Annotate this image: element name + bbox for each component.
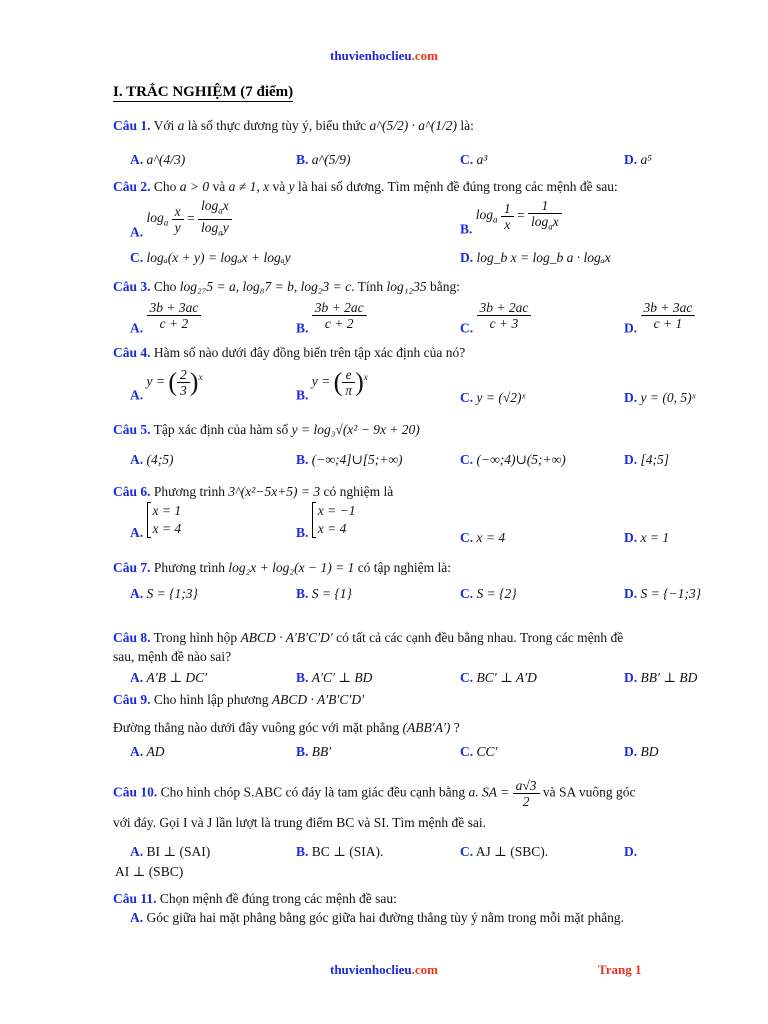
q6-option-b[interactable]: B. x = −1 x = 4 (296, 503, 356, 541)
footer-site: thuvienhoclieu.com (330, 962, 438, 977)
q2-option-d[interactable]: D. log_b x = log_b a · logₐx (460, 250, 611, 265)
q6-option-d[interactable]: D. x = 1 (624, 530, 670, 545)
q4-option-d[interactable]: D. y = (0, 5)ˣ (624, 390, 696, 405)
q11-option-a[interactable]: A. Góc giữa hai mặt phẳng bằng góc giữa hai đường thẳng tùy ý nằm trong mỗi mặt phẳng. (130, 910, 624, 925)
q8-option-c[interactable]: C. BC′ ⊥ A′D (460, 670, 537, 685)
section-title: I. TRẮC NGHIỆM (7 điểm) (113, 84, 294, 100)
question-10: Câu 10. Cho hình chóp S.ABC có đáy là tam giác đều cạnh bằng a. SA = $\frac{a√3}{2}$ và SA vuông góc (113, 778, 636, 809)
q3-option-c[interactable]: C. $\frac{3b + 2ac}{c + 3}$ (460, 300, 531, 337)
q3-option-a[interactable]: A. $\frac{3b + 3ac}{c + 2}$ (130, 300, 201, 337)
question-2: Câu 2. Cho a > 0 và a ≠ 1, x và y là hai số dương. Tìm mệnh đề đúng trong các mệnh đề sau: (113, 179, 618, 194)
question-1: Câu 1. Với a là số thực dương tùy ý, biểu thức a^(5/2) · a^(1/2) là: (113, 118, 474, 133)
page-number: Trang 1 (598, 962, 642, 977)
q7-option-c[interactable]: C. S = {2} (460, 586, 517, 601)
q9-option-c[interactable]: C. CC′ (460, 744, 498, 759)
question-3: Câu 3. Cho log₂₇5 = a, log₈7 = b, log₂3 = c. Tính log₁₂35 bằng: (113, 279, 461, 294)
question-10-line-2: với đáy. Gọi I và J lần lượt là trung điểm BC và SI. Tìm mệnh đề sai. (113, 815, 486, 830)
q7-option-b[interactable]: B. S = {1} (296, 586, 352, 601)
q1-option-c[interactable]: C. a³ (460, 152, 488, 167)
q1-option-d[interactable]: D. a⁵ (624, 152, 652, 167)
q4-option-c[interactable]: C. y = (√2)ˣ (460, 390, 526, 405)
q8-option-d[interactable]: D. BB′ ⊥ BD (624, 670, 698, 685)
q6-option-a[interactable]: A. x = 1 x = 4 (130, 503, 182, 541)
q3-option-b[interactable]: B. $\frac{3b + 2ac}{c + 2}$ (296, 300, 367, 337)
q4-option-b[interactable]: B. y = ( $\frac{e}{\pi}$ )$^x$ (296, 367, 368, 403)
q5-option-a[interactable]: A. (4;5) (130, 452, 174, 467)
q5-option-b[interactable]: B. (−∞;4]∪[5;+∞) (296, 452, 403, 467)
q1-option-a[interactable]: A. a^(4/3) (130, 152, 186, 167)
q7-option-d[interactable]: D. S = {−1;3} (624, 586, 702, 601)
page-header: thuvienhoclieu.com (330, 48, 438, 63)
q10-option-c[interactable]: C. AJ ⊥ (SBC). (460, 844, 549, 859)
q7-option-a[interactable]: A. S = {1;3} (130, 586, 198, 601)
q3-option-d[interactable]: D. $\frac{3b + 3ac}{c + 1}$ (624, 300, 695, 337)
question-8: Câu 8. Trong hình hộp ABCD · A′B′C′D′ có tất cả các cạnh đều bằng nhau. Trong các mệnh đề (113, 630, 624, 645)
q5-option-c[interactable]: C. (−∞;4)∪(5;+∞) (460, 452, 566, 467)
question-6: Câu 6. Phương trình 3^(x²−5x+5) = 3 có nghiệm là (113, 484, 394, 499)
q10-option-d[interactable]: AI ⊥ (SBC) (115, 864, 184, 879)
question-4: Câu 4. Hàm số nào dưới đây đồng biến trên tập xác định của nó? (113, 345, 466, 360)
q1-option-b[interactable]: B. a^(5/9) (296, 152, 351, 167)
question-9: Câu 9. Cho hình lập phương ABCD · A′B′C′D′ (113, 692, 365, 707)
q10-option-d-label[interactable]: D. (624, 844, 638, 859)
question-11: Câu 11. Chọn mệnh đề đúng trong các mệnh đề sau: (113, 891, 397, 906)
q9-option-b[interactable]: B. BB′ (296, 744, 332, 759)
q2-option-c[interactable]: C. logₐ(x + y) = logₐx + logₐy (130, 250, 291, 265)
q8-option-b[interactable]: B. A′C′ ⊥ BD (296, 670, 373, 685)
q10-option-a[interactable]: A. BI ⊥ (SAI) (130, 844, 211, 859)
question-8-line-2: sau, mệnh đề nào sai? (113, 649, 232, 664)
q10-option-b[interactable]: B. BC ⊥ (SIA). (296, 844, 384, 859)
question-5: Câu 5. Tập xác định của hàm số y = log₃√(x² − 9x + 20) (113, 422, 420, 437)
q8-option-a[interactable]: A. A′B ⊥ DC′ (130, 670, 208, 685)
q6-option-c[interactable]: C. x = 4 (460, 530, 506, 545)
q4-option-a[interactable]: A. y = ( $\frac{2}{3}$ )$^x$ (130, 367, 203, 403)
q5-option-d[interactable]: D. [4;5] (624, 452, 670, 467)
q2-option-b[interactable]: B. $\log_a$ $\frac{1}{x}$ = $\frac{1}{\log_ax}$ (460, 198, 562, 237)
question-7: Câu 7. Phương trình log₂x + log₂(x − 1) = 1 có tập nghiệm là: (113, 560, 452, 575)
q9-option-d[interactable]: D. BD (624, 744, 659, 759)
question-9-line-2: Đường thẳng nào dưới đây vuông góc với mặt phẳng (ABB′A′) ? (113, 720, 460, 735)
q9-option-a[interactable]: A. AD (130, 744, 165, 759)
q2-option-a[interactable]: A. $\log_a$ $\frac{x}{y}$ = $\frac{\log_ax}{\log_ay}$ (130, 198, 232, 240)
